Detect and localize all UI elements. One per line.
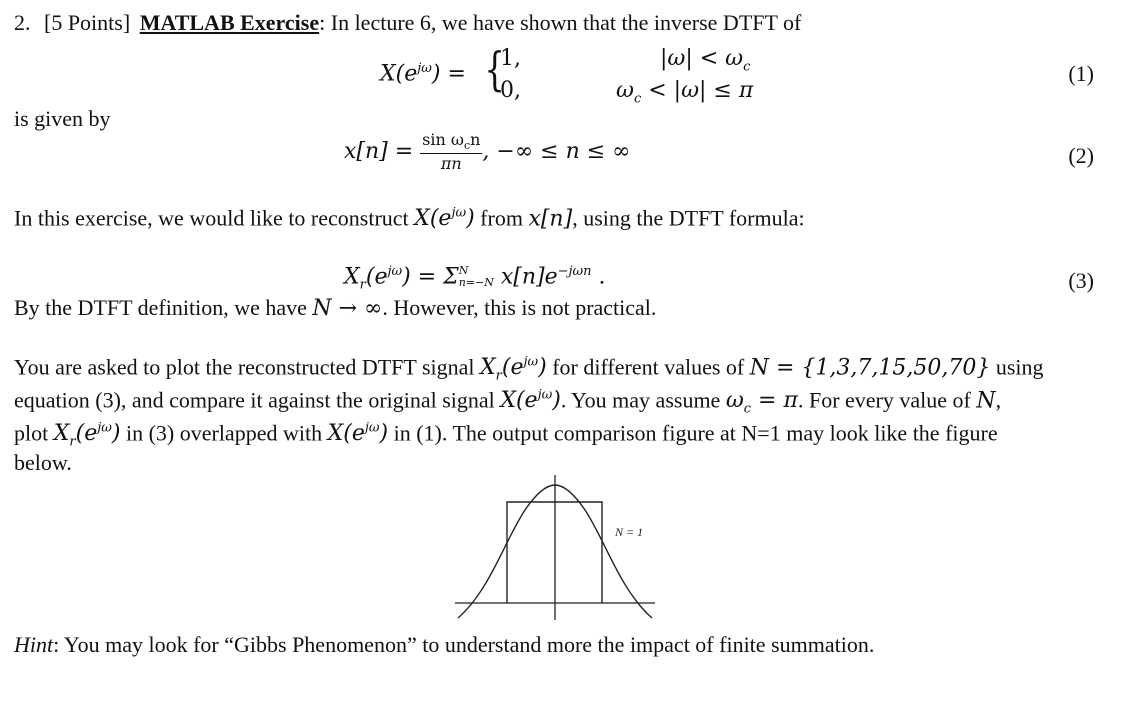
eq1-case1-condition: $|\omega| < \omega_c$ [660, 46, 751, 75]
eq2-rhs: , −∞ ≤ n ≤ ∞ [482, 139, 631, 165]
figure-label: N = 1 [615, 525, 644, 539]
comparison-figure [450, 470, 670, 625]
eq1-case2-value: 0, [500, 78, 521, 103]
eq2-numerator: $\sin \omega_cn$ [422, 130, 481, 153]
task-line-1: You are asked to plot the reconstructed DTFT signal $X_r(e^{j\omega})$ for different values of N = {1,3,7,15,50,70} using [14, 354, 1044, 384]
eq1-number: (1) [1068, 61, 1094, 86]
hint-label: Hint [14, 632, 54, 657]
equation-3: $X_r(e^{j\omega}) = \Sigma$ N n=−N $x[n]e^{-j\omega n}$ . [344, 264, 606, 293]
hint-paragraph [14, 634, 874, 656]
question-intro: : In lecture 6, we have shown that the inverse DTFT of [319, 10, 802, 35]
question-points: [5 Points] [44, 10, 131, 35]
eq1-case1-value: 1, [500, 46, 521, 71]
X-symbol: $X(e^{j\omega})$ [414, 206, 475, 232]
equation-2 [344, 132, 631, 172]
task-line-4: below. [14, 450, 72, 475]
question-header [14, 12, 801, 34]
definition-paragraph: By the DTFT definition, we have N → ∞. However, this is not practical. [14, 295, 657, 321]
given-by-text: is given by [14, 106, 111, 131]
eq2-number: (2) [1068, 143, 1094, 168]
eq2-denominator: πn [440, 154, 462, 174]
task-line-2: equation (3), and compare it against the original signal $X(e^{j\omega})$. You may assume $\omega_c = \pi$. For every value of N, [14, 387, 1002, 417]
eq1-case2-condition: $\omega_c < |\omega| \le \pi$ [616, 78, 754, 107]
hint-text: : You may look for “Gibbs Phenomenon” to understand more the impact of finite summation. [53, 632, 875, 657]
eq1-lhs: $X(e^{j\omega})$ = [380, 61, 466, 87]
question-number: 2. [14, 10, 31, 35]
eq3-sum-limits: N n=−N [458, 264, 494, 290]
x-symbol: x[n] [528, 206, 573, 232]
question-title: MATLAB Exercise [139, 10, 320, 35]
reconstruct-paragraph: In this exercise, we would like to reconstruct $X(e^{j\omega})$ from x[n], using the DTFT formula: [14, 205, 805, 232]
eq2-fraction [420, 132, 482, 172]
eq2-lhs: x[n] = [344, 139, 414, 165]
eq1-brace: { [484, 42, 505, 96]
task-line-3: plot $X_r(e^{j\omega})$ in (3) overlapped with $X(e^{j\omega})$ in (1). The output comparison figure at N=1 may look like the figure [14, 420, 998, 450]
eq3-number: (3) [1068, 268, 1094, 293]
